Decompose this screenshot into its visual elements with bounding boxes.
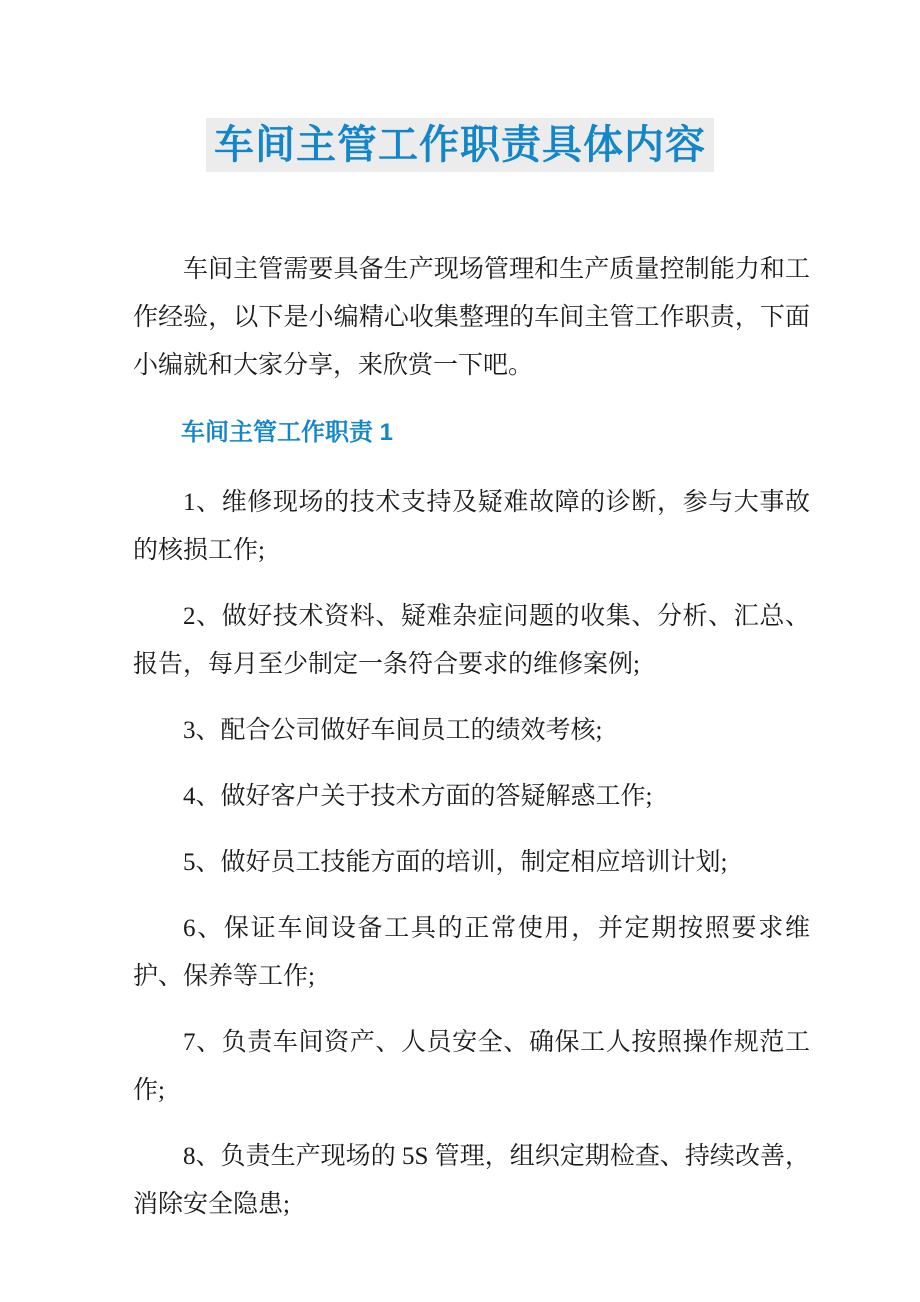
title-row	[0, 0, 920, 172]
job-duty-item-2: 2、做好技术资料、疑难杂症问题的收集、分析、汇总、报告，每月至少制定一条符合要求的维修案例;	[133, 603, 810, 678]
section-heading: 车间主管工作职责 1	[181, 419, 394, 446]
job-duty-item-5: 5、做好员工技能方面的培训，制定相应培训计划;	[183, 849, 728, 876]
job-duty-item-1: 1、维修现场的技术支持及疑难故障的诊断，参与大事故的核损工作;	[133, 489, 810, 564]
job-duty-item-7: 7、负责车间资产、人员安全、确保工人按照操作规范工作;	[133, 1029, 810, 1104]
page-title: 车间主管工作职责具体内容	[206, 118, 714, 172]
job-duty-item-6: 6、保证车间设备工具的正常使用，并定期按照要求维护、保养等工作;	[133, 915, 810, 990]
job-duty-item-4: 4、做好客户关于技术方面的答疑解惑工作;	[183, 783, 653, 810]
intro-paragraph: 车间主管需要具备生产现场管理和生产质量控制能力和工作经验，以下是小编精心收集整理的车间主管工作职责，下面小编就和大家分享，来欣赏一下吧。	[133, 256, 810, 379]
job-duty-item-3: 3、配合公司做好车间员工的绩效考核;	[183, 717, 603, 744]
document-body	[133, 246, 810, 1229]
job-duty-item-8: 8、负责生产现场的 5S 管理，组织定期检查、持续改善，消除安全隐患;	[133, 1143, 810, 1218]
